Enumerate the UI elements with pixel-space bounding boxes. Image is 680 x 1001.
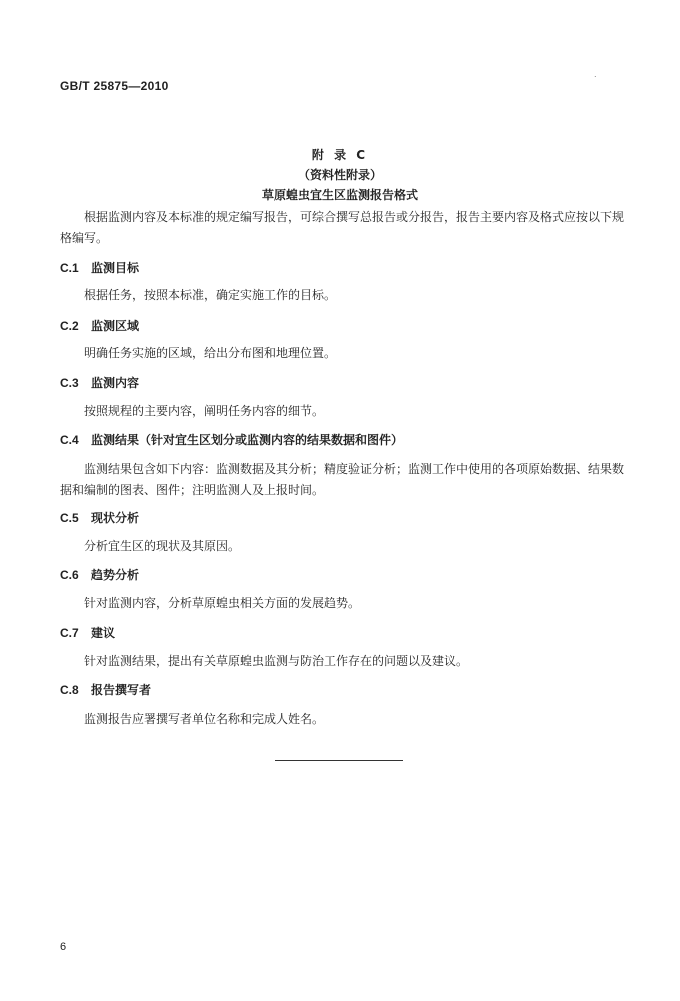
- section-heading: [60, 680, 630, 701]
- section-number: C.1: [60, 261, 79, 275]
- end-rule: [275, 760, 403, 761]
- section-title: 现状分析: [91, 511, 140, 525]
- section-number: C.7: [60, 626, 79, 640]
- section-title: 监测目标: [91, 261, 140, 275]
- section-body: 按照规程的主要内容，阐明任务内容的细节。: [84, 404, 325, 418]
- appendix-note: （资料性附录）: [297, 168, 382, 182]
- appendix-heading: 附 录 C: [311, 148, 369, 162]
- section-number: C.4: [60, 433, 79, 447]
- section-body: 监测报告应署撰写者单位名称和完成人姓名。: [84, 712, 325, 726]
- section-body: 监测结果包含如下内容：监测数据及其分析；精度验证分析；监测工作中使用的各项原始数据、结果数据和编制的图表、图件；注明监测人及上报时间。: [60, 462, 625, 497]
- section-body: 针对监测结果，提出有关草原蝗虫监测与防治工作存在的问题以及建议。: [84, 654, 469, 668]
- section-heading: [60, 430, 630, 451]
- standard-code: GB/T 25875—2010: [60, 79, 169, 93]
- corner-mark: .: [594, 70, 597, 79]
- page-number: 6: [60, 941, 67, 953]
- section-heading: [60, 373, 630, 394]
- section-number: C.2: [60, 319, 79, 333]
- section-number: C.6: [60, 568, 79, 582]
- section-number: C.5: [60, 511, 79, 525]
- section-body: 明确任务实施的区域，给出分布图和地理位置。: [84, 346, 337, 360]
- section-heading: [60, 623, 630, 644]
- section-title: 监测区域: [91, 319, 140, 333]
- section-heading: [60, 508, 630, 529]
- appendix-title: 草原蝗虫宜生区监测报告格式: [261, 188, 418, 202]
- section-heading: [60, 258, 630, 279]
- section-heading: [60, 565, 630, 586]
- section-body: 针对监测内容，分析草原蝗虫相关方面的发展趋势。: [84, 596, 361, 610]
- section-number: C.8: [60, 683, 79, 697]
- section-title: 趋势分析: [91, 568, 140, 582]
- section-title: 监测结果（针对宜生区划分或监测内容的结果数据和图件）: [91, 433, 404, 447]
- section-heading: [60, 316, 630, 337]
- section-body: 根据任务，按照本标准，确定实施工作的目标。: [84, 288, 337, 302]
- section-title: 建议: [91, 626, 116, 640]
- intro-paragraph: 根据监测内容及本标准的规定编写报告，可综合撰写总报告或分报告，报告主要内容及格式应按以下规格编写。: [60, 210, 625, 245]
- section-body: 分析宜生区的现状及其原因。: [84, 539, 241, 553]
- section-title: 报告撰写者: [91, 683, 152, 697]
- section-title: 监测内容: [91, 376, 140, 390]
- section-number: C.3: [60, 376, 79, 390]
